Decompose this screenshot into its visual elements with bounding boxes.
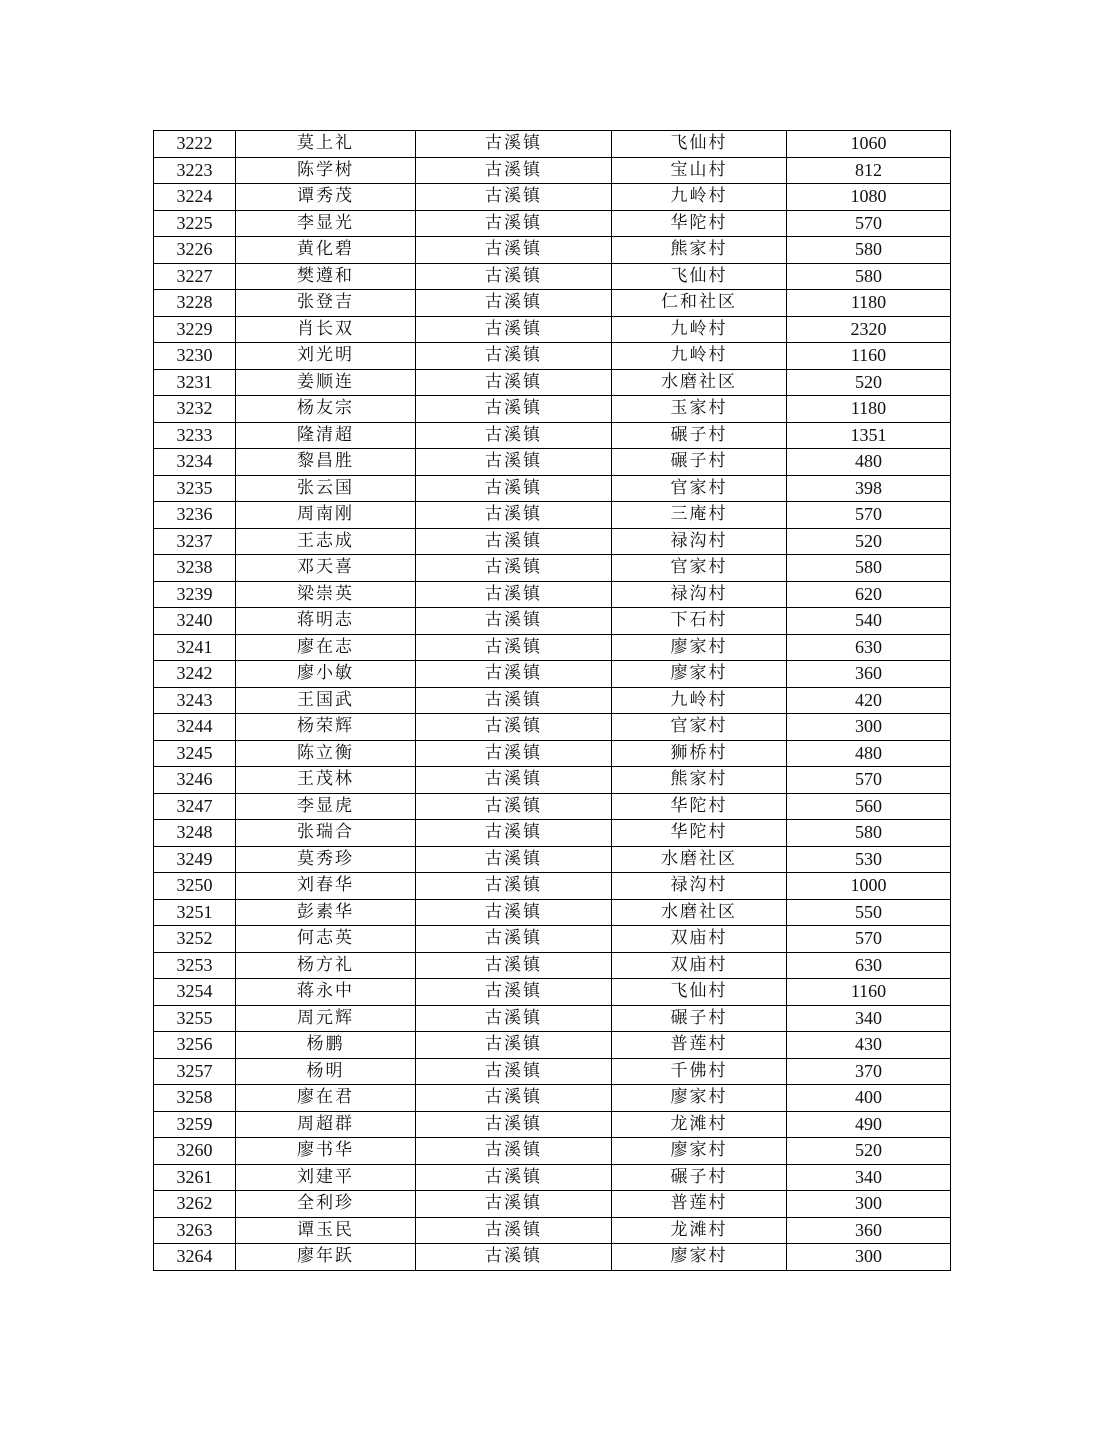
name-cell: 刘春华 xyxy=(236,873,416,900)
amount-cell: 1060 xyxy=(787,131,951,158)
amount-cell: 570 xyxy=(787,767,951,794)
row-number-cell: 3234 xyxy=(154,449,236,476)
row-number-cell: 3225 xyxy=(154,210,236,237)
row-number-cell: 3261 xyxy=(154,1164,236,1191)
name-cell: 廖在志 xyxy=(236,634,416,661)
village-cell: 华陀村 xyxy=(612,210,787,237)
amount-cell: 620 xyxy=(787,581,951,608)
row-number-cell: 3233 xyxy=(154,422,236,449)
row-number-cell: 3237 xyxy=(154,528,236,555)
row-number-cell: 3258 xyxy=(154,1085,236,1112)
row-number-cell: 3243 xyxy=(154,687,236,714)
name-cell: 李显光 xyxy=(236,210,416,237)
name-cell: 全利珍 xyxy=(236,1191,416,1218)
table-row xyxy=(154,1058,951,1085)
row-number-cell: 3226 xyxy=(154,237,236,264)
village-cell: 飞仙村 xyxy=(612,263,787,290)
table-row xyxy=(154,184,951,211)
amount-cell: 630 xyxy=(787,952,951,979)
village-cell: 禄沟村 xyxy=(612,581,787,608)
row-number-cell: 3230 xyxy=(154,343,236,370)
amount-cell: 520 xyxy=(787,369,951,396)
table-row xyxy=(154,157,951,184)
name-cell: 杨明 xyxy=(236,1058,416,1085)
village-cell: 廖家村 xyxy=(612,1244,787,1271)
row-number-cell: 3245 xyxy=(154,740,236,767)
amount-cell: 1180 xyxy=(787,290,951,317)
name-cell: 隆清超 xyxy=(236,422,416,449)
table-row xyxy=(154,661,951,688)
amount-cell: 360 xyxy=(787,1217,951,1244)
town-cell: 古溪镇 xyxy=(416,1005,612,1032)
row-number-cell: 3259 xyxy=(154,1111,236,1138)
town-cell: 古溪镇 xyxy=(416,237,612,264)
town-cell: 古溪镇 xyxy=(416,714,612,741)
town-cell: 古溪镇 xyxy=(416,1032,612,1059)
name-cell: 彭素华 xyxy=(236,899,416,926)
village-cell: 禄沟村 xyxy=(612,873,787,900)
table-row xyxy=(154,714,951,741)
amount-cell: 1160 xyxy=(787,343,951,370)
table-row xyxy=(154,449,951,476)
table-body xyxy=(154,131,951,1271)
table-row xyxy=(154,1244,951,1271)
table-row xyxy=(154,873,951,900)
amount-cell: 420 xyxy=(787,687,951,714)
town-cell: 古溪镇 xyxy=(416,767,612,794)
village-cell: 三庵村 xyxy=(612,502,787,529)
town-cell: 古溪镇 xyxy=(416,979,612,1006)
town-cell: 古溪镇 xyxy=(416,502,612,529)
amount-cell: 340 xyxy=(787,1164,951,1191)
village-cell: 熊家村 xyxy=(612,767,787,794)
name-cell: 张瑞合 xyxy=(236,820,416,847)
amount-cell: 398 xyxy=(787,475,951,502)
name-cell: 邓天喜 xyxy=(236,555,416,582)
village-cell: 碾子村 xyxy=(612,422,787,449)
amount-cell: 1000 xyxy=(787,873,951,900)
town-cell: 古溪镇 xyxy=(416,661,612,688)
village-cell: 龙滩村 xyxy=(612,1111,787,1138)
amount-cell: 530 xyxy=(787,846,951,873)
row-number-cell: 3260 xyxy=(154,1138,236,1165)
table-row xyxy=(154,237,951,264)
row-number-cell: 3228 xyxy=(154,290,236,317)
row-number-cell: 3235 xyxy=(154,475,236,502)
name-cell: 周南刚 xyxy=(236,502,416,529)
table-row xyxy=(154,793,951,820)
table-row xyxy=(154,555,951,582)
amount-cell: 400 xyxy=(787,1085,951,1112)
name-cell: 廖在君 xyxy=(236,1085,416,1112)
table-row xyxy=(154,1138,951,1165)
amount-cell: 480 xyxy=(787,740,951,767)
name-cell: 杨方礼 xyxy=(236,952,416,979)
name-cell: 梁崇英 xyxy=(236,581,416,608)
amount-cell: 580 xyxy=(787,555,951,582)
row-number-cell: 3262 xyxy=(154,1191,236,1218)
town-cell: 古溪镇 xyxy=(416,369,612,396)
table-row xyxy=(154,952,951,979)
row-number-cell: 3248 xyxy=(154,820,236,847)
name-cell: 黎昌胜 xyxy=(236,449,416,476)
amount-cell: 1160 xyxy=(787,979,951,1006)
amount-cell: 550 xyxy=(787,899,951,926)
row-number-cell: 3256 xyxy=(154,1032,236,1059)
name-cell: 周元辉 xyxy=(236,1005,416,1032)
amount-cell: 1180 xyxy=(787,396,951,423)
name-cell: 王茂林 xyxy=(236,767,416,794)
town-cell: 古溪镇 xyxy=(416,1217,612,1244)
village-cell: 官家村 xyxy=(612,555,787,582)
row-number-cell: 3241 xyxy=(154,634,236,661)
town-cell: 古溪镇 xyxy=(416,290,612,317)
row-number-cell: 3263 xyxy=(154,1217,236,1244)
table-row xyxy=(154,528,951,555)
table-row xyxy=(154,1164,951,1191)
name-cell: 杨鹏 xyxy=(236,1032,416,1059)
row-number-cell: 3251 xyxy=(154,899,236,926)
town-cell: 古溪镇 xyxy=(416,581,612,608)
row-number-cell: 3254 xyxy=(154,979,236,1006)
village-cell: 碾子村 xyxy=(612,449,787,476)
town-cell: 古溪镇 xyxy=(416,1111,612,1138)
row-number-cell: 3250 xyxy=(154,873,236,900)
village-cell: 水磨社区 xyxy=(612,899,787,926)
table-row xyxy=(154,979,951,1006)
table-row xyxy=(154,899,951,926)
amount-cell: 2320 xyxy=(787,316,951,343)
table-row xyxy=(154,422,951,449)
table-row xyxy=(154,926,951,953)
table-row xyxy=(154,767,951,794)
village-cell: 宝山村 xyxy=(612,157,787,184)
row-number-cell: 3240 xyxy=(154,608,236,635)
amount-cell: 520 xyxy=(787,528,951,555)
name-cell: 樊遵和 xyxy=(236,263,416,290)
town-cell: 古溪镇 xyxy=(416,555,612,582)
name-cell: 张登吉 xyxy=(236,290,416,317)
town-cell: 古溪镇 xyxy=(416,1058,612,1085)
name-cell: 刘光明 xyxy=(236,343,416,370)
name-cell: 陈立衡 xyxy=(236,740,416,767)
amount-cell: 430 xyxy=(787,1032,951,1059)
amount-cell: 370 xyxy=(787,1058,951,1085)
town-cell: 古溪镇 xyxy=(416,1191,612,1218)
row-number-cell: 3224 xyxy=(154,184,236,211)
village-cell: 九岭村 xyxy=(612,316,787,343)
name-cell: 蒋永中 xyxy=(236,979,416,1006)
village-cell: 九岭村 xyxy=(612,184,787,211)
town-cell: 古溪镇 xyxy=(416,846,612,873)
name-cell: 何志英 xyxy=(236,926,416,953)
town-cell: 古溪镇 xyxy=(416,157,612,184)
town-cell: 古溪镇 xyxy=(416,1164,612,1191)
town-cell: 古溪镇 xyxy=(416,475,612,502)
village-cell: 飞仙村 xyxy=(612,131,787,158)
village-cell: 普莲村 xyxy=(612,1032,787,1059)
name-cell: 谭秀茂 xyxy=(236,184,416,211)
village-cell: 九岭村 xyxy=(612,687,787,714)
row-number-cell: 3236 xyxy=(154,502,236,529)
name-cell: 廖年跃 xyxy=(236,1244,416,1271)
name-cell: 杨荣辉 xyxy=(236,714,416,741)
town-cell: 古溪镇 xyxy=(416,210,612,237)
amount-cell: 520 xyxy=(787,1138,951,1165)
table-row xyxy=(154,1005,951,1032)
table-row xyxy=(154,820,951,847)
village-cell: 碾子村 xyxy=(612,1164,787,1191)
name-cell: 肖长双 xyxy=(236,316,416,343)
table-row xyxy=(154,502,951,529)
town-cell: 古溪镇 xyxy=(416,608,612,635)
town-cell: 古溪镇 xyxy=(416,1085,612,1112)
table-row xyxy=(154,475,951,502)
row-number-cell: 3257 xyxy=(154,1058,236,1085)
village-cell: 飞仙村 xyxy=(612,979,787,1006)
amount-cell: 300 xyxy=(787,714,951,741)
name-cell: 黄化碧 xyxy=(236,237,416,264)
row-number-cell: 3239 xyxy=(154,581,236,608)
table-row xyxy=(154,210,951,237)
town-cell: 古溪镇 xyxy=(416,316,612,343)
town-cell: 古溪镇 xyxy=(416,184,612,211)
amount-cell: 570 xyxy=(787,210,951,237)
name-cell: 杨友宗 xyxy=(236,396,416,423)
name-cell: 王国武 xyxy=(236,687,416,714)
amount-cell: 1351 xyxy=(787,422,951,449)
table-row xyxy=(154,290,951,317)
village-cell: 普莲村 xyxy=(612,1191,787,1218)
row-number-cell: 3264 xyxy=(154,1244,236,1271)
village-cell: 廖家村 xyxy=(612,661,787,688)
row-number-cell: 3227 xyxy=(154,263,236,290)
name-cell: 莫秀珍 xyxy=(236,846,416,873)
village-cell: 熊家村 xyxy=(612,237,787,264)
name-cell: 王志成 xyxy=(236,528,416,555)
amount-cell: 340 xyxy=(787,1005,951,1032)
town-cell: 古溪镇 xyxy=(416,820,612,847)
village-cell: 廖家村 xyxy=(612,634,787,661)
name-cell: 莫上礼 xyxy=(236,131,416,158)
name-cell: 张云国 xyxy=(236,475,416,502)
table-row xyxy=(154,846,951,873)
village-cell: 下石村 xyxy=(612,608,787,635)
table-row xyxy=(154,634,951,661)
name-cell: 李显虎 xyxy=(236,793,416,820)
village-cell: 水磨社区 xyxy=(612,846,787,873)
name-cell: 姜顺连 xyxy=(236,369,416,396)
amount-cell: 580 xyxy=(787,237,951,264)
town-cell: 古溪镇 xyxy=(416,343,612,370)
table-row xyxy=(154,740,951,767)
row-number-cell: 3247 xyxy=(154,793,236,820)
data-table xyxy=(153,130,951,1271)
row-number-cell: 3231 xyxy=(154,369,236,396)
town-cell: 古溪镇 xyxy=(416,528,612,555)
row-number-cell: 3222 xyxy=(154,131,236,158)
town-cell: 古溪镇 xyxy=(416,899,612,926)
village-cell: 禄沟村 xyxy=(612,528,787,555)
amount-cell: 580 xyxy=(787,263,951,290)
town-cell: 古溪镇 xyxy=(416,1138,612,1165)
amount-cell: 300 xyxy=(787,1191,951,1218)
village-cell: 龙滩村 xyxy=(612,1217,787,1244)
amount-cell: 540 xyxy=(787,608,951,635)
name-cell: 陈学树 xyxy=(236,157,416,184)
village-cell: 双庙村 xyxy=(612,952,787,979)
town-cell: 古溪镇 xyxy=(416,873,612,900)
table-row xyxy=(154,263,951,290)
town-cell: 古溪镇 xyxy=(416,793,612,820)
table-row xyxy=(154,1217,951,1244)
amount-cell: 560 xyxy=(787,793,951,820)
row-number-cell: 3242 xyxy=(154,661,236,688)
village-cell: 九岭村 xyxy=(612,343,787,370)
table-row xyxy=(154,1191,951,1218)
amount-cell: 630 xyxy=(787,634,951,661)
amount-cell: 360 xyxy=(787,661,951,688)
village-cell: 华陀村 xyxy=(612,820,787,847)
amount-cell: 480 xyxy=(787,449,951,476)
row-number-cell: 3229 xyxy=(154,316,236,343)
village-cell: 华陀村 xyxy=(612,793,787,820)
town-cell: 古溪镇 xyxy=(416,1244,612,1271)
village-cell: 官家村 xyxy=(612,714,787,741)
amount-cell: 300 xyxy=(787,1244,951,1271)
table-row xyxy=(154,581,951,608)
row-number-cell: 3252 xyxy=(154,926,236,953)
town-cell: 古溪镇 xyxy=(416,449,612,476)
name-cell: 廖小敏 xyxy=(236,661,416,688)
row-number-cell: 3232 xyxy=(154,396,236,423)
name-cell: 蒋明志 xyxy=(236,608,416,635)
row-number-cell: 3238 xyxy=(154,555,236,582)
town-cell: 古溪镇 xyxy=(416,634,612,661)
table-row xyxy=(154,131,951,158)
town-cell: 古溪镇 xyxy=(416,396,612,423)
name-cell: 谭玉民 xyxy=(236,1217,416,1244)
row-number-cell: 3223 xyxy=(154,157,236,184)
table-row xyxy=(154,1085,951,1112)
amount-cell: 1080 xyxy=(787,184,951,211)
town-cell: 古溪镇 xyxy=(416,131,612,158)
town-cell: 古溪镇 xyxy=(416,263,612,290)
row-number-cell: 3246 xyxy=(154,767,236,794)
town-cell: 古溪镇 xyxy=(416,926,612,953)
row-number-cell: 3253 xyxy=(154,952,236,979)
amount-cell: 570 xyxy=(787,502,951,529)
village-cell: 仁和社区 xyxy=(612,290,787,317)
village-cell: 官家村 xyxy=(612,475,787,502)
village-cell: 水磨社区 xyxy=(612,369,787,396)
table-row xyxy=(154,1111,951,1138)
village-cell: 玉家村 xyxy=(612,396,787,423)
table-row xyxy=(154,1032,951,1059)
name-cell: 周超群 xyxy=(236,1111,416,1138)
village-cell: 狮桥村 xyxy=(612,740,787,767)
village-cell: 碾子村 xyxy=(612,1005,787,1032)
row-number-cell: 3244 xyxy=(154,714,236,741)
row-number-cell: 3255 xyxy=(154,1005,236,1032)
amount-cell: 812 xyxy=(787,157,951,184)
name-cell: 廖书华 xyxy=(236,1138,416,1165)
town-cell: 古溪镇 xyxy=(416,740,612,767)
name-cell: 刘建平 xyxy=(236,1164,416,1191)
table-row xyxy=(154,316,951,343)
table-row xyxy=(154,343,951,370)
village-cell: 千佛村 xyxy=(612,1058,787,1085)
table-row xyxy=(154,369,951,396)
table-row xyxy=(154,687,951,714)
table-row xyxy=(154,608,951,635)
town-cell: 古溪镇 xyxy=(416,422,612,449)
row-number-cell: 3249 xyxy=(154,846,236,873)
village-cell: 廖家村 xyxy=(612,1138,787,1165)
village-cell: 廖家村 xyxy=(612,1085,787,1112)
village-cell: 双庙村 xyxy=(612,926,787,953)
table-row xyxy=(154,396,951,423)
town-cell: 古溪镇 xyxy=(416,687,612,714)
amount-cell: 570 xyxy=(787,926,951,953)
town-cell: 古溪镇 xyxy=(416,952,612,979)
amount-cell: 580 xyxy=(787,820,951,847)
amount-cell: 490 xyxy=(787,1111,951,1138)
